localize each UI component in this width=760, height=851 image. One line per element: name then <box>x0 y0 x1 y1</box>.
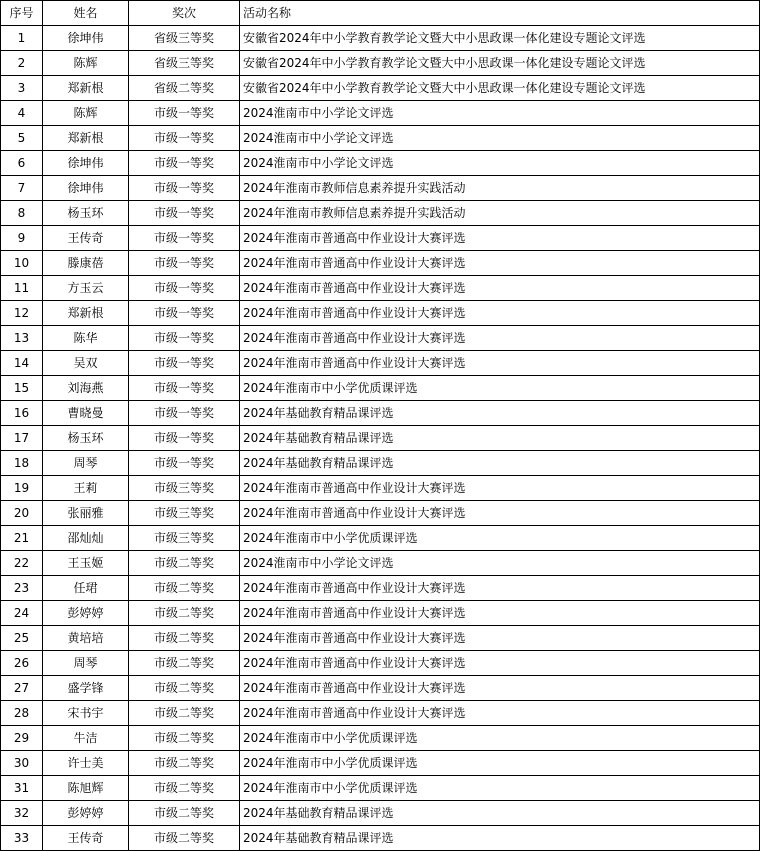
row-name: 周琴 <box>43 651 129 676</box>
row-number: 26 <box>1 651 43 676</box>
row-activity: 安徽省2024年中小学教育教学论文暨大中小思政课一体化建设专题论文评选 <box>240 76 760 101</box>
table-row <box>1 801 760 826</box>
row-award: 市级一等奖 <box>129 351 240 376</box>
row-activity: 2024年基础教育精品课评选 <box>240 451 760 476</box>
table-row <box>1 76 760 101</box>
row-number: 25 <box>1 626 43 651</box>
row-name: 徐坤伟 <box>43 26 129 51</box>
row-number: 20 <box>1 501 43 526</box>
header-activity: 活动名称 <box>240 1 760 26</box>
table-row <box>1 376 760 401</box>
row-activity: 2024年淮南市普通高中作业设计大赛评选 <box>240 651 760 676</box>
row-name: 彭婷婷 <box>43 801 129 826</box>
row-number: 31 <box>1 776 43 801</box>
row-award: 市级三等奖 <box>129 476 240 501</box>
table-row <box>1 626 760 651</box>
row-activity: 2024年淮南市教师信息素养提升实践活动 <box>240 201 760 226</box>
row-number: 4 <box>1 101 43 126</box>
row-activity: 2024淮南市中小学论文评选 <box>240 126 760 151</box>
row-activity: 2024年淮南市普通高中作业设计大赛评选 <box>240 326 760 351</box>
table-row <box>1 126 760 151</box>
row-number: 14 <box>1 351 43 376</box>
table-row <box>1 726 760 751</box>
table-row <box>1 276 760 301</box>
row-number: 2 <box>1 51 43 76</box>
row-name: 周琴 <box>43 451 129 476</box>
table-row <box>1 451 760 476</box>
row-activity: 2024年基础教育精品课评选 <box>240 401 760 426</box>
row-award: 市级二等奖 <box>129 676 240 701</box>
row-award: 市级一等奖 <box>129 126 240 151</box>
row-number: 5 <box>1 126 43 151</box>
row-name: 郑新根 <box>43 126 129 151</box>
row-award: 市级二等奖 <box>129 726 240 751</box>
row-activity: 2024年淮南市普通高中作业设计大赛评选 <box>240 226 760 251</box>
row-name: 陈华 <box>43 326 129 351</box>
row-activity: 2024年淮南市普通高中作业设计大赛评选 <box>240 701 760 726</box>
row-number: 13 <box>1 326 43 351</box>
table-row <box>1 101 760 126</box>
row-award: 市级一等奖 <box>129 101 240 126</box>
row-name: 王传奇 <box>43 226 129 251</box>
row-number: 9 <box>1 226 43 251</box>
row-activity: 安徽省2024年中小学教育教学论文暨大中小思政课一体化建设专题论文评选 <box>240 26 760 51</box>
row-award: 市级一等奖 <box>129 401 240 426</box>
row-activity: 2024年淮南市普通高中作业设计大赛评选 <box>240 576 760 601</box>
header-name: 姓名 <box>43 1 129 26</box>
table-row <box>1 526 760 551</box>
row-number: 29 <box>1 726 43 751</box>
table-row <box>1 401 760 426</box>
row-name: 郑新根 <box>43 301 129 326</box>
header-no: 序号 <box>1 1 43 26</box>
row-award: 市级二等奖 <box>129 801 240 826</box>
row-award: 省级二等奖 <box>129 76 240 101</box>
row-activity: 2024年淮南市教师信息素养提升实践活动 <box>240 176 760 201</box>
row-award: 市级三等奖 <box>129 501 240 526</box>
header-row <box>1 1 760 26</box>
row-name: 陈辉 <box>43 51 129 76</box>
row-name: 牛洁 <box>43 726 129 751</box>
row-name: 王传奇 <box>43 826 129 851</box>
row-name: 黄培培 <box>43 626 129 651</box>
row-activity: 2024年淮南市普通高中作业设计大赛评选 <box>240 676 760 701</box>
row-name: 王玉姬 <box>43 551 129 576</box>
row-activity: 2024年基础教育精品课评选 <box>240 826 760 851</box>
row-activity: 2024年淮南市中小学优质课评选 <box>240 776 760 801</box>
table-row <box>1 201 760 226</box>
row-activity: 安徽省2024年中小学教育教学论文暨大中小思政课一体化建设专题论文评选 <box>240 51 760 76</box>
row-activity: 2024年基础教育精品课评选 <box>240 426 760 451</box>
row-activity: 2024年淮南市普通高中作业设计大赛评选 <box>240 351 760 376</box>
row-number: 21 <box>1 526 43 551</box>
row-award: 市级一等奖 <box>129 276 240 301</box>
row-activity: 2024淮南市中小学论文评选 <box>240 151 760 176</box>
row-name: 吴双 <box>43 351 129 376</box>
row-award: 市级二等奖 <box>129 776 240 801</box>
row-activity: 2024年淮南市普通高中作业设计大赛评选 <box>240 601 760 626</box>
row-name: 彭婷婷 <box>43 601 129 626</box>
row-award: 市级一等奖 <box>129 176 240 201</box>
row-name: 邵灿灿 <box>43 526 129 551</box>
table-row <box>1 601 760 626</box>
table-row <box>1 501 760 526</box>
table-row <box>1 776 760 801</box>
row-number: 27 <box>1 676 43 701</box>
table-row <box>1 351 760 376</box>
row-number: 10 <box>1 251 43 276</box>
row-name: 王莉 <box>43 476 129 501</box>
row-number: 17 <box>1 426 43 451</box>
table-row <box>1 651 760 676</box>
row-activity: 2024年基础教育精品课评选 <box>240 801 760 826</box>
row-number: 12 <box>1 301 43 326</box>
row-name: 陈辉 <box>43 101 129 126</box>
row-number: 15 <box>1 376 43 401</box>
row-award: 市级二等奖 <box>129 626 240 651</box>
row-award: 市级二等奖 <box>129 751 240 776</box>
row-activity: 2024年淮南市普通高中作业设计大赛评选 <box>240 626 760 651</box>
row-name: 曹晓曼 <box>43 401 129 426</box>
row-activity: 2024年淮南市普通高中作业设计大赛评选 <box>240 251 760 276</box>
table-row <box>1 251 760 276</box>
row-name: 杨玉环 <box>43 201 129 226</box>
table-row <box>1 426 760 451</box>
table-row <box>1 301 760 326</box>
row-name: 张丽雅 <box>43 501 129 526</box>
row-award: 市级二等奖 <box>129 826 240 851</box>
row-activity: 2024年淮南市普通高中作业设计大赛评选 <box>240 476 760 501</box>
table-row <box>1 576 760 601</box>
row-activity: 2024年淮南市中小学优质课评选 <box>240 751 760 776</box>
row-award: 市级三等奖 <box>129 526 240 551</box>
row-name: 陈旭辉 <box>43 776 129 801</box>
table-row <box>1 151 760 176</box>
row-award: 市级二等奖 <box>129 576 240 601</box>
row-award: 省级三等奖 <box>129 51 240 76</box>
row-name: 刘海燕 <box>43 376 129 401</box>
table-row <box>1 751 760 776</box>
row-number: 18 <box>1 451 43 476</box>
row-award: 市级二等奖 <box>129 601 240 626</box>
row-number: 28 <box>1 701 43 726</box>
row-number: 8 <box>1 201 43 226</box>
row-number: 22 <box>1 551 43 576</box>
row-activity: 2024淮南市中小学论文评选 <box>240 101 760 126</box>
row-award: 省级三等奖 <box>129 26 240 51</box>
row-number: 19 <box>1 476 43 501</box>
row-name: 徐坤伟 <box>43 151 129 176</box>
row-number: 3 <box>1 76 43 101</box>
row-number: 33 <box>1 826 43 851</box>
row-activity: 2024年淮南市普通高中作业设计大赛评选 <box>240 501 760 526</box>
row-activity: 2024年淮南市中小学优质课评选 <box>240 526 760 551</box>
row-name: 盛学锋 <box>43 676 129 701</box>
table-row <box>1 51 760 76</box>
row-activity: 2024年淮南市中小学优质课评选 <box>240 376 760 401</box>
row-award: 市级一等奖 <box>129 201 240 226</box>
row-name: 方玉云 <box>43 276 129 301</box>
row-activity: 2024淮南市中小学论文评选 <box>240 551 760 576</box>
row-number: 16 <box>1 401 43 426</box>
row-award: 市级一等奖 <box>129 426 240 451</box>
table-row <box>1 326 760 351</box>
row-award: 市级二等奖 <box>129 651 240 676</box>
row-name: 任珺 <box>43 576 129 601</box>
row-number: 1 <box>1 26 43 51</box>
row-number: 7 <box>1 176 43 201</box>
row-award: 市级一等奖 <box>129 151 240 176</box>
table-row <box>1 26 760 51</box>
table-row <box>1 476 760 501</box>
row-number: 6 <box>1 151 43 176</box>
row-number: 23 <box>1 576 43 601</box>
row-name: 郑新根 <box>43 76 129 101</box>
row-number: 24 <box>1 601 43 626</box>
row-name: 滕康蓓 <box>43 251 129 276</box>
row-name: 杨玉环 <box>43 426 129 451</box>
table-row <box>1 701 760 726</box>
table-row <box>1 176 760 201</box>
table-row <box>1 826 760 851</box>
row-award: 市级一等奖 <box>129 226 240 251</box>
header-award: 奖次 <box>129 1 240 26</box>
row-number: 32 <box>1 801 43 826</box>
table-row <box>1 551 760 576</box>
row-number: 11 <box>1 276 43 301</box>
row-name: 徐坤伟 <box>43 176 129 201</box>
table-row <box>1 226 760 251</box>
row-award: 市级一等奖 <box>129 376 240 401</box>
row-activity: 2024年淮南市中小学优质课评选 <box>240 726 760 751</box>
row-award: 市级二等奖 <box>129 551 240 576</box>
row-name: 宋书宇 <box>43 701 129 726</box>
row-award: 市级一等奖 <box>129 451 240 476</box>
row-award: 市级一等奖 <box>129 301 240 326</box>
row-number: 30 <box>1 751 43 776</box>
table-row <box>1 676 760 701</box>
row-award: 市级一等奖 <box>129 326 240 351</box>
row-award: 市级一等奖 <box>129 251 240 276</box>
row-name: 许士美 <box>43 751 129 776</box>
row-activity: 2024年淮南市普通高中作业设计大赛评选 <box>240 276 760 301</box>
row-award: 市级二等奖 <box>129 701 240 726</box>
row-activity: 2024年淮南市普通高中作业设计大赛评选 <box>240 301 760 326</box>
